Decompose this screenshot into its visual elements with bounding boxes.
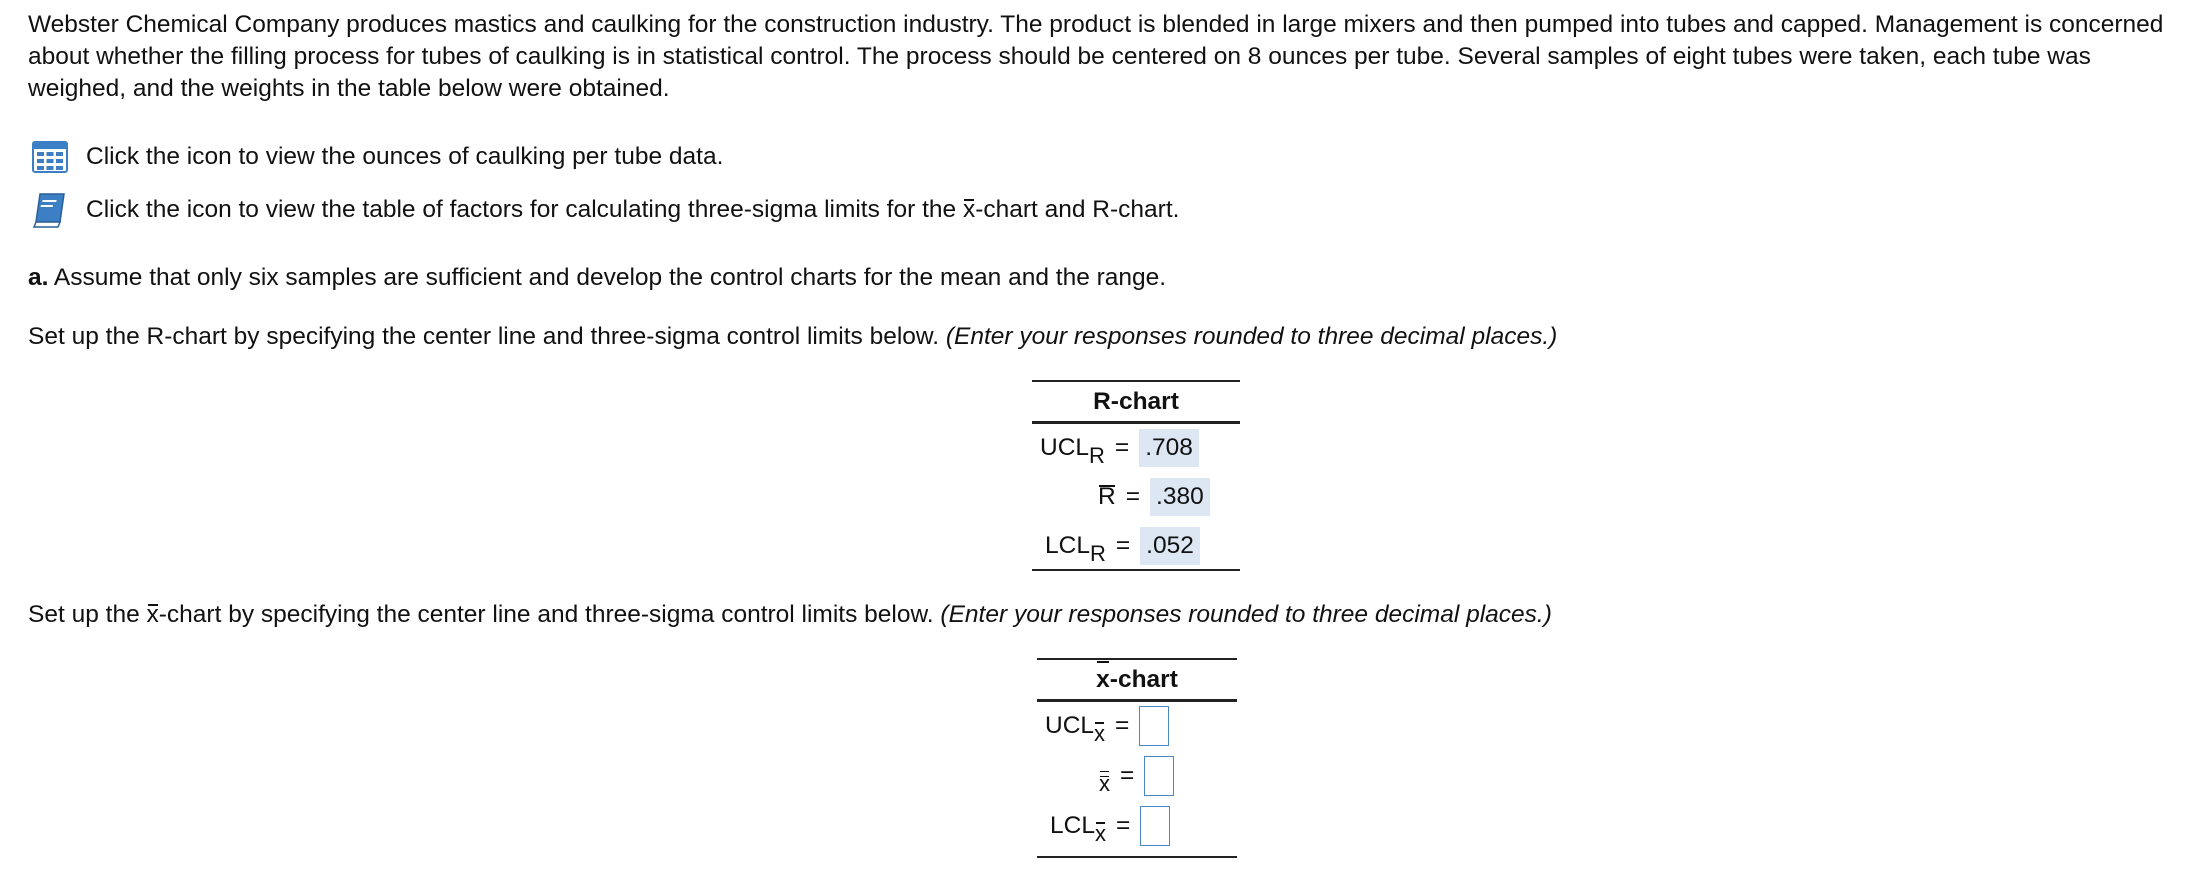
x-setup-instruction: (Enter your responses rounded to three decimal places.) bbox=[940, 601, 1552, 628]
x-setup-text-before: Set up the bbox=[28, 601, 147, 628]
x-ucl-input[interactable] bbox=[1139, 706, 1169, 746]
equals-sign: = bbox=[1125, 483, 1141, 510]
x-chart-title: x-chart bbox=[1037, 660, 1237, 702]
factors-text-before: Click the icon to view the table of factors for calculating three-sigma limits for the bbox=[86, 196, 963, 223]
r-setup-text: Set up the R-chart by specifying the center line and three-sigma control limits below. bbox=[28, 323, 946, 350]
x-ucl-label: UCLx bbox=[1045, 712, 1106, 746]
factors-text-after: -chart and R-chart. bbox=[975, 196, 1180, 223]
x-lcl-label: LCLx bbox=[1050, 812, 1106, 846]
view-data-text[interactable]: Click the icon to view the ounces of caulking per tube data. bbox=[86, 143, 724, 170]
book-icon[interactable] bbox=[30, 190, 70, 230]
x-double-bar-label: x bbox=[1099, 771, 1110, 796]
equals-sign: = bbox=[1115, 712, 1130, 739]
r-bar-label: R bbox=[1098, 483, 1116, 510]
part-a-label: a. bbox=[28, 264, 49, 291]
r-setup-instruction: (Enter your responses rounded to three decimal places.) bbox=[945, 323, 1558, 350]
r-center-value[interactable]: .380 bbox=[1150, 478, 1210, 516]
r-chart-table bbox=[1032, 380, 1240, 571]
equals-sign: = bbox=[1114, 434, 1130, 461]
equals-sign: = bbox=[1115, 812, 1131, 839]
view-data-link[interactable] bbox=[30, 137, 723, 177]
x-ucl-row bbox=[1045, 706, 1169, 746]
equals-sign: = bbox=[1120, 762, 1135, 789]
view-factors-link[interactable] bbox=[30, 190, 1179, 230]
r-lcl-value[interactable]: .052 bbox=[1140, 527, 1200, 565]
r-center-row bbox=[1098, 477, 1210, 517]
x-lcl-input[interactable] bbox=[1140, 806, 1170, 846]
x-bar-symbol: x bbox=[146, 601, 159, 628]
x-center-row bbox=[1099, 756, 1174, 796]
grid-icon[interactable] bbox=[30, 137, 70, 177]
r-ucl-label: UCLR bbox=[1040, 434, 1105, 468]
x-setup-text-after: -chart by specifying the center line and three-sigma control limits below. bbox=[158, 601, 941, 628]
equals-sign: = bbox=[1115, 532, 1131, 559]
problem-intro: Webster Chemical Company produces mastics and caulking for the construction industry. The product is blended in large mixers and then pumped into tubes and capped. Management is concerned about whether the filling process for tubes of caulking is in statistical control. The process should be centered on 8 ounces per tube. Several samples of eight tubes were taken, each tube was weighed, and the weights in the table below were obtained. bbox=[28, 11, 2164, 102]
r-chart-title: R-chart bbox=[1032, 382, 1240, 424]
part-a-text: Assume that only six samples are sufficient and develop the control charts for the mean and the range. bbox=[48, 264, 1167, 291]
x-chart-table bbox=[1037, 658, 1237, 858]
r-ucl-row bbox=[1040, 428, 1199, 468]
x-chart-instructions bbox=[28, 601, 1552, 629]
r-lcl-row bbox=[1045, 526, 1200, 566]
part-a-question bbox=[28, 264, 1166, 292]
r-ucl-value[interactable]: .708 bbox=[1139, 429, 1199, 467]
x-bar-symbol: x bbox=[962, 196, 976, 223]
view-factors-text[interactable] bbox=[86, 196, 1179, 224]
r-chart-instructions bbox=[28, 323, 1557, 351]
x-center-input[interactable] bbox=[1144, 756, 1174, 796]
r-lcl-label: LCLR bbox=[1045, 532, 1106, 566]
x-lcl-row bbox=[1050, 806, 1170, 846]
